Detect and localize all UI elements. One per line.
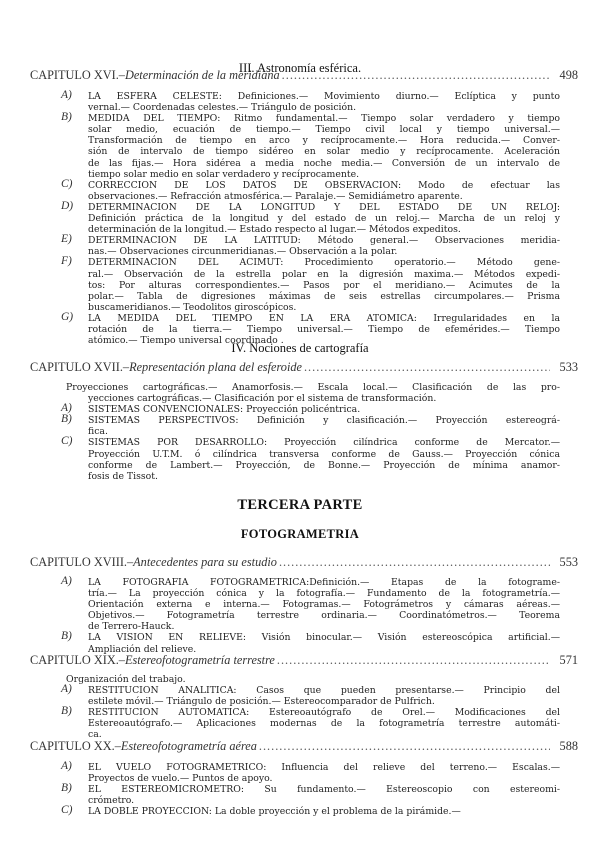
chapter-intro — [0, 382, 600, 404]
item-line: EL VUELO FOTOGRAMETRICO: Influencia del relieve del terreno.— Escalas.— — [88, 762, 560, 773]
item-letter: C) — [61, 804, 73, 817]
topic-item — [0, 199, 600, 236]
item-line: LA FOTOGRAFIA FOTOGRAMETRICA:Definición.— Etapas de la fotograme- — [88, 577, 560, 588]
section-heading: FOTOGRAMETRIA — [240, 527, 360, 541]
item-line: crómetro. — [88, 795, 135, 807]
item-line: ral.— Observación de la estrella polar en la digresión maxima.— Métodos expedi- — [88, 268, 560, 280]
topic-item — [0, 577, 600, 632]
item-line: Orientación externa e interna.— Fotogramas.— Fotográmetros y cámaras aéreas.— — [88, 599, 560, 611]
item-line: polar.— Tabla de digresiones máximas de seis estrellas circumpolares.— Prisma — [88, 290, 560, 302]
chapter-intro — [0, 674, 600, 685]
chapter-contents — [0, 577, 600, 655]
item-line: atómico.— Tiempo universal coordinado . — [88, 335, 284, 347]
item-letter: C) — [61, 435, 73, 448]
intro-line: Proyecciones cartográficas.— Anamorfosis.— Escala local.— Clasificación de las pro- — [66, 382, 560, 393]
chapter-entry[interactable] — [30, 360, 578, 375]
intro-line: Organización del trabajo. — [66, 674, 186, 685]
item-letter: A) — [61, 683, 72, 696]
item-line: LA ESFERA CELESTE: Definiciones.— Movimiento diurno.— Eclíptica y punto — [88, 91, 560, 102]
topic-item — [0, 177, 600, 202]
item-letter: B) — [61, 782, 72, 795]
dot-leader — [259, 739, 550, 754]
chapter-label: CAPITULO XX.– — [30, 739, 121, 753]
topic-item — [0, 404, 600, 415]
item-line: tría.— La proyección cónica y la fotografía.— Fundamento de la fotogrametría.— — [88, 588, 560, 600]
item-line: Estereoautógrafo.— Aplicaciones modernas de la fotogrametría terrestre automáti- — [88, 718, 560, 730]
item-line: CORRECCION DE LOS DATOS DE OBSERVACION: Modo de efectuar las — [88, 179, 560, 191]
page-number: 588 — [559, 739, 578, 753]
topic-item — [0, 784, 600, 806]
item-line: RESTITUCION AUTOMATICA: Estereoautógrafo de Orel.— Modificaciones del — [88, 707, 560, 719]
topic-item — [0, 762, 600, 784]
section-heading: III. Astronomía esférica. — [238, 61, 362, 75]
chapter-entry[interactable] — [30, 653, 578, 668]
item-letter: A) — [61, 402, 72, 415]
item-line: LA MEDIDA DEL TIEMPO EN LA ERA ATOMICA: Irregularidades en la — [88, 312, 560, 324]
item-letter: A) — [61, 575, 72, 587]
item-line: de las fijas.— Hora sidérea a media noche media.— Conversión de un intervalo de — [88, 157, 560, 169]
item-line: SISTEMAS POR DESARROLLO: Proyección cilíndrica conforme de Mercator.— — [88, 437, 560, 449]
item-line: MEDIDA DEL TIEMPO: Ritmo fundamental.— Tiempo solar verdadero y tiempo — [88, 113, 560, 125]
item-letter: B) — [61, 413, 72, 426]
dot-leader — [279, 555, 550, 570]
topic-item — [0, 415, 600, 437]
chapter-contents — [0, 91, 600, 346]
item-letter: C) — [61, 177, 73, 190]
chapter-title: Estereofotogrametría aérea — [120, 739, 257, 753]
part-heading: TERCERA PARTE — [237, 497, 363, 513]
item-line: Proyectos de vuelo.— Puntos de apoyo. — [88, 773, 273, 785]
dot-leader — [277, 653, 550, 668]
chapter-title: Determinación de la meridiana — [124, 68, 280, 82]
chapter-label: CAPITULO XVI.– — [30, 68, 125, 82]
chapter-title: Representación plana del esferoide — [129, 360, 302, 374]
item-line: RESTITUCION ANALITICA: Casos que pueden presentarse.— Principio del — [88, 685, 560, 697]
item-line: Transformación de tiempo en arco y recíprocamente.— Hora reducida.— Conver- — [88, 135, 560, 147]
item-line: de Terrero-Hauck. — [88, 621, 175, 633]
chapter-label: CAPITULO XVIII.– — [30, 555, 134, 569]
topic-item — [0, 113, 600, 180]
item-line: fica. — [88, 426, 108, 438]
item-line: SISTEMAS CONVENCIONALES: Proyección policéntrica. — [88, 404, 361, 416]
chapter-label: CAPITULO XVII.– — [30, 360, 130, 374]
item-line: Proyección U.T.M. ó cilíndrica transversa conforme de Gauss.— Proyección cónica — [88, 448, 560, 460]
topic-item — [0, 685, 600, 707]
item-letter: D) — [61, 199, 74, 212]
item-line: LA VISION EN RELIEVE: Visión binocular.— Visión estereoscópica artificial.— — [88, 632, 560, 644]
item-line: solar medio, ecuación de tiempo.— Tiempo civil local y tiempo universal.— — [88, 124, 560, 136]
item-letter: A) — [61, 760, 72, 772]
chapter-entry[interactable] — [30, 739, 578, 754]
item-line: tos: Por alturas correspondientes.— Pasos por el meridiano.— Acimutes de la — [88, 279, 560, 291]
item-line: buscameridianos.— Teodolitos giroscópicos. — [88, 301, 297, 313]
item-line: conforme de Lambert.— Proyección, de Bonne.— Proyección de mínima anamor- — [88, 459, 560, 471]
chapter-label: CAPITULO XIX.– — [30, 653, 125, 667]
item-letter: G) — [61, 310, 74, 323]
item-line: DETERMINACION DE LA LATITUD: Método general.— Observaciones meridia- — [88, 235, 560, 247]
chapter-title: Antecedentes para su estudio — [133, 555, 277, 569]
page-number: 498 — [559, 68, 578, 82]
item-line: SISTEMAS PERSPECTIVOS: Definición y clasificación.— Proyección estereográ- — [88, 415, 560, 427]
topic-item — [0, 257, 600, 312]
chapter-contents — [0, 762, 600, 817]
dot-leader — [282, 68, 550, 83]
item-line: nas.— Observaciones circunmeridianas.— Observación a la polar. — [88, 246, 398, 258]
item-line: DETERMINACION DE LA LONGITUD Y DEL ESTADO DE UN RELOJ: — [88, 201, 560, 213]
page-number: 571 — [559, 653, 578, 667]
item-line: rotación de la tierra.— Tiempo universal.— Tiempo de efemérides.— Tiempo — [88, 323, 560, 335]
item-line: Ampliación del relieve. — [88, 643, 197, 655]
chapter-contents — [0, 674, 600, 741]
item-line: fosis de Tissot. — [88, 470, 158, 482]
topic-item — [0, 235, 600, 257]
topic-item — [0, 91, 600, 113]
item-line: estilete móvil.— Triángulo de posición.— Estereocomparador de Pulfrich. — [88, 696, 435, 708]
item-line: DETERMINACION DEL ACIMUT: Procedimiento operatorio.— Método gene- — [88, 257, 560, 269]
item-line: vernal.— Coordenadas celestes.— Triángulo de posición. — [88, 102, 357, 114]
intro-line: yecciones cartográficas.— Clasificación por el sistema de transformación. — [88, 393, 437, 405]
item-line: tiempo solar medio en solar verdadero y recíprocamente. — [88, 168, 360, 180]
item-line: Objetivos.— Fotogrametría terrestre ordinaria.— Coordinatómetros.— Teorema — [88, 610, 560, 622]
item-line: LA DOBLE PROYECCION: La doble proyección y el problema de la pirámide.— — [88, 806, 461, 818]
chapter-title: Estereofotogrametría terrestre — [124, 653, 275, 667]
topic-item — [0, 707, 600, 740]
item-line: determinación de la longitud.— Estado respecto al lugar.— Métodos expeditos. — [88, 224, 461, 236]
item-letter: F) — [61, 255, 72, 268]
page-number: 553 — [559, 555, 578, 569]
item-letter: B) — [61, 630, 72, 643]
topic-item — [0, 806, 600, 817]
section-heading: IV. Nociones de cartografía — [231, 341, 369, 355]
dot-leader — [304, 360, 550, 375]
item-line: EL ESTEREOMICROMETRO: Su fundamento.— Estereoscopio con estereomi- — [88, 784, 560, 796]
item-letter: B) — [61, 705, 72, 718]
item-line: Definición práctica de la longitud y del estado de un reloj.— Marcha de un reloj y — [88, 213, 560, 225]
chapter-entry[interactable] — [30, 68, 578, 83]
item-line: sión de intervalo de tiempo sidéreo en solar medio y recíprocamente. Aceleración — [88, 146, 560, 158]
topic-item — [0, 437, 600, 481]
page-number: 533 — [559, 360, 578, 374]
item-letter: A) — [61, 89, 72, 101]
item-line: observaciones.— Refracción atmosférica.— Paralaje.— Semidiámetro aparente. — [88, 190, 463, 202]
chapter-contents — [0, 382, 600, 482]
item-letter: E) — [61, 233, 72, 246]
topic-item — [0, 632, 600, 654]
item-letter: B) — [61, 111, 72, 124]
item-line: ca. — [88, 729, 102, 741]
chapter-entry[interactable] — [30, 555, 578, 570]
